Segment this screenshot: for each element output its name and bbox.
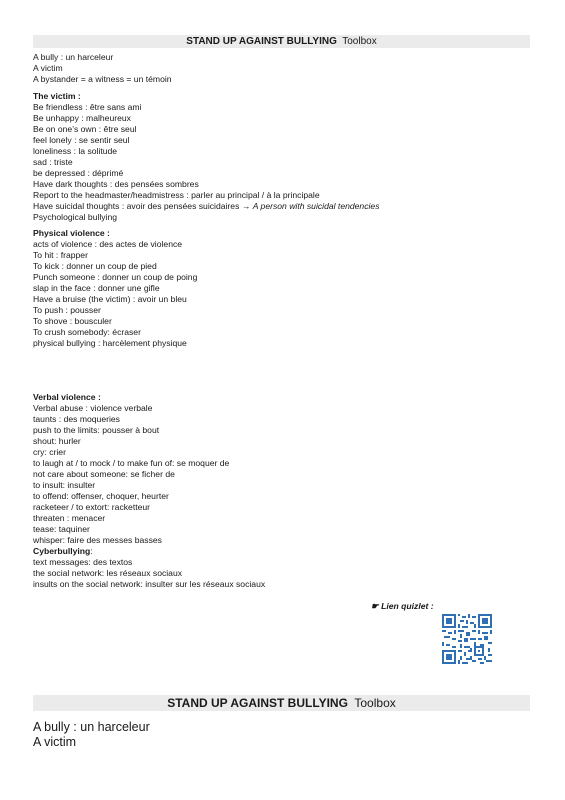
- vocab-line: be depressed : déprimé: [33, 168, 124, 178]
- vocab-line: physical bullying : harcèlement physique: [33, 338, 187, 348]
- page-header-repeat: [33, 695, 530, 711]
- verbal-heading: Verbal violence :: [33, 392, 101, 402]
- vocab-line: loneliness : la solitude: [33, 146, 118, 156]
- vocab-line: Verbal abuse : violence verbale: [33, 403, 153, 413]
- vocab-line: acts of violence : des actes de violence: [33, 239, 183, 249]
- vocab-line: Have dark thoughts : des pensées sombres: [33, 179, 199, 189]
- repeat-intro: [33, 720, 150, 750]
- vocab-line: To kick : donner un coup de pied: [33, 261, 157, 271]
- vocab-line: Punch someone : donner un coup de poing: [33, 272, 198, 282]
- quizlet-label: [371, 601, 434, 612]
- cyber-colon: :: [90, 546, 93, 556]
- vocab-line: shout: hurler: [33, 436, 81, 446]
- suicidal-text: Have suicidal thoughts : avoir des pensées suicidaires: [33, 201, 240, 211]
- vocab-line: whisper: faire des messes basses: [33, 535, 162, 545]
- vocab-line: Be friendless : être sans ami: [33, 102, 142, 112]
- vocab-line: to offend: offenser, choquer, heurter: [33, 491, 169, 501]
- vocab-line: tease: taquiner: [33, 524, 90, 534]
- vocab-line-suicidal: [33, 201, 533, 212]
- vocab-line: to laugh at / to mock / to make fun of: se moquer de: [33, 458, 230, 468]
- cyber-heading-line: [33, 546, 533, 557]
- vocab-line: Have a bruise (the victim) : avoir un bleu: [33, 294, 187, 304]
- header-title: STAND UP AGAINST BULLYING: [186, 36, 337, 47]
- vocab-line: push to the limits: pousser à bout: [33, 425, 160, 435]
- arrow-icon: →: [241, 201, 251, 211]
- header-subtitle: Toolbox: [342, 36, 377, 47]
- vocab-line: racketeer / to extort: racketteur: [33, 502, 151, 512]
- intro-line: A victim: [33, 63, 63, 73]
- intro-line: A victim: [33, 735, 77, 749]
- vocab-line: Report to the headmaster/headmistress : parler au principal / à la principale: [33, 190, 320, 200]
- physical-heading: Physical violence :: [33, 228, 110, 238]
- vocab-line: Be on one’s own : être seul: [33, 124, 137, 134]
- vocab-line: sad : triste: [33, 157, 73, 167]
- vocab-line: To hit : frapper: [33, 250, 88, 260]
- vocab-line: To shove : bousculer: [33, 316, 112, 326]
- physical-section: [33, 228, 533, 349]
- header-subtitle: Toolbox: [354, 696, 396, 710]
- verbal-section: [33, 392, 533, 590]
- vocab-line: text messages: des textos: [33, 557, 133, 567]
- vocab-line: the social network: les réseaux sociaux: [33, 568, 183, 578]
- pointing-hand-icon: ☛: [371, 601, 379, 611]
- vocab-line: to insult: insulter: [33, 480, 96, 490]
- cyber-heading: Cyberbullying: [33, 546, 91, 556]
- header-title: STAND UP AGAINST BULLYING: [167, 696, 348, 710]
- vocab-line: To push : pousser: [33, 305, 101, 315]
- vocab-line: Psychological bullying: [33, 212, 118, 222]
- vocab-line: slap in the face : donner une gifle: [33, 283, 160, 293]
- victim-section: [33, 91, 533, 223]
- page-header: [33, 35, 530, 48]
- vocab-line: threaten : menacer: [33, 513, 106, 523]
- quizlet-qr-code[interactable]: [442, 614, 492, 664]
- intro-line: A bully : un harceleur: [33, 52, 114, 62]
- intro-line: A bystander = a witness = un témoin: [33, 74, 172, 84]
- vocab-line: To crush somebody: écraser: [33, 327, 141, 337]
- intro-line: A bully : un harceleur: [33, 720, 150, 734]
- intro-section: [33, 52, 533, 85]
- victim-heading: The victim :: [33, 91, 81, 101]
- vocab-line: Be unhappy : malheureux: [33, 113, 131, 123]
- suicidal-italic: A person with suicidal tendencies: [252, 201, 380, 211]
- quizlet-label-text: Lien quizlet :: [381, 601, 434, 611]
- vocab-line: feel lonely : se sentir seul: [33, 135, 130, 145]
- vocab-line: cry: crier: [33, 447, 66, 457]
- vocab-line: not care about someone: se ficher de: [33, 469, 175, 479]
- vocab-line: taunts : des moqueries: [33, 414, 120, 424]
- vocab-line: insults on the social network: insulter sur les réseaux sociaux: [33, 579, 266, 589]
